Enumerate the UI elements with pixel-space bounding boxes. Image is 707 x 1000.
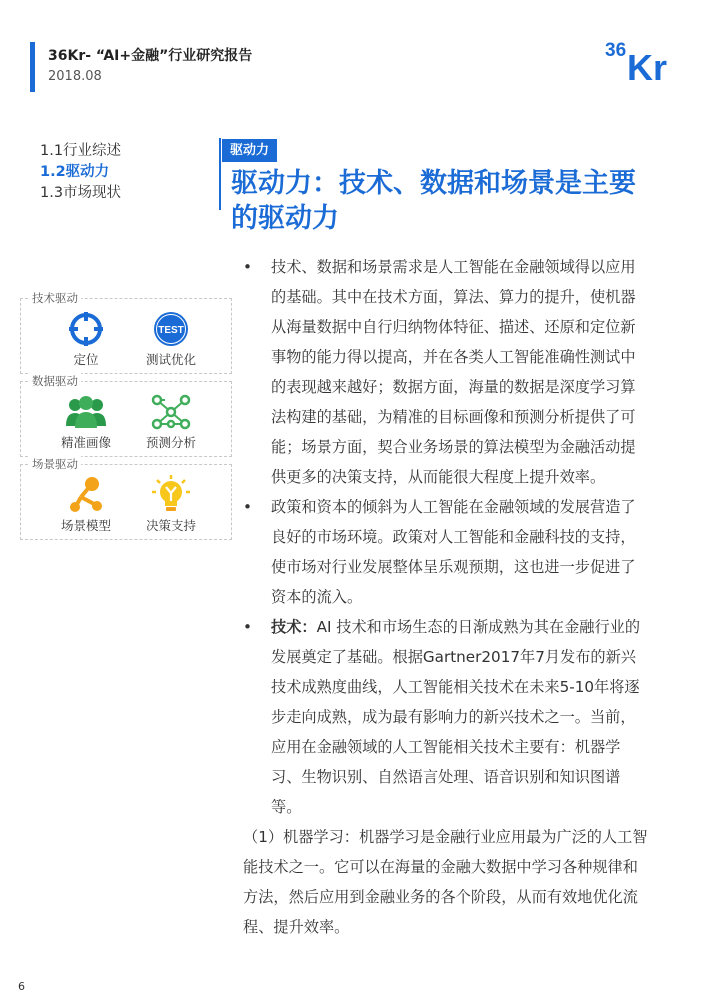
panel-tech-driver [20,291,232,374]
section-heading: 驱动力：技术、数据和场景是主要的驱动力 [231,168,636,234]
icon-caption: 场景模型 [60,518,111,533]
icon-caption: 预测分析 [145,435,196,450]
people-icon [64,394,108,430]
bullet-dot: • [243,498,252,516]
bullet-lead-3: 技术： [271,618,317,636]
bullet-item-1 [243,252,648,492]
icon-cell-test [136,311,206,368]
toc-item-1-2[interactable]: 1.2驱动力 [40,164,110,180]
svg-text:36: 36 [605,40,627,61]
panel-data-driver [20,374,232,457]
icon-cell-decision [136,475,206,534]
bullet-dot: • [243,618,252,636]
bullet-item-2 [243,492,648,612]
heading-divider [219,138,221,210]
test-icon [153,311,189,347]
bullet-text-2: 政策和资本的倾斜为人工智能在金融领域的发展营造了良好的市场环境。政策对人工智能和金融科技的支持，使市场对行业发展整体呈乐观预期，这也进一步促进了资本的流入。 [271,498,636,606]
nodes-icon [66,475,106,513]
36kr-logo [603,36,683,82]
toc-item-1-1[interactable]: 1.1行业综述 [40,143,122,159]
icon-caption: 定位 [73,352,99,367]
panel-scene-driver [20,457,232,540]
icon-caption: 测试优化 [145,352,196,367]
section-tag: 驱动力 [222,139,277,162]
page-number: 6 [18,980,25,993]
bullet-text-3: AI 技术和市场生态的日渐成熟为其在金融行业的发展奠定了基础。根据Gartner2017年7月发布的新兴技术成熟度曲线，人工智能相关技术在未来5-10年将逐步走向成熟，成为最有影响力的新兴技术之一。当前，应用在金融领域的人工智能相关技术主要有：机器学习、生物识别、自然语言处理、语音识别和知识图谱等。 [271,618,641,816]
panel-label: 数据驱动 [29,373,81,389]
icon-caption: 决策支持 [145,518,196,533]
report-title: 36Kr- “AI+金融”行业研究报告 [48,48,253,64]
icon-cell-predict [136,394,206,451]
svg-text:Kr: Kr [627,47,668,82]
bullet-text-1: 技术、数据和场景需求是人工智能在金融领域得以应用的基础。其中在技术方面，算法、算力的提升，使机器从海量数据中自行归纳物体特征、描述、还原和定位新事物的能力得以提高，并在各类人工智能准确性测试中的表现越来越好；数据方面，海量的数据是深度学习算法构建的基础，为精准的目标画像和预测分析提供了可能；场景方面，契合业务场景的算法模型为金融活动提供更多的决策支持，从而能很大程度上提升效率。 [271,258,636,486]
body-content [243,252,648,942]
header-accent-bar [30,42,35,92]
toc-item-1-3[interactable]: 1.3市场现状 [40,185,122,201]
icon-cell-profile [51,394,121,451]
test-badge-text: TEST [158,325,184,336]
icon-cell-model [51,475,121,534]
report-date: 2018.08 [48,69,102,84]
paragraph-ml: （1）机器学习：机器学习是金融行业应用最为广泛的人工智能技术之一。它可以在海量的金融大数据中学习各种规律和方法，然后应用到金融业务的各个阶段，从而有效地优化流程、提升效率。 [243,828,648,936]
icon-cell-locate [51,311,121,368]
panel-label: 场景驱动 [29,456,81,472]
section-toc [40,141,121,204]
bullet-dot: • [243,258,252,276]
icon-caption: 精准画像 [60,435,111,450]
bullet-item-3 [243,612,648,822]
panel-label: 技术驱动 [29,290,81,306]
lightbulb-icon [151,475,191,513]
network-icon [151,394,191,430]
target-icon [68,311,104,347]
